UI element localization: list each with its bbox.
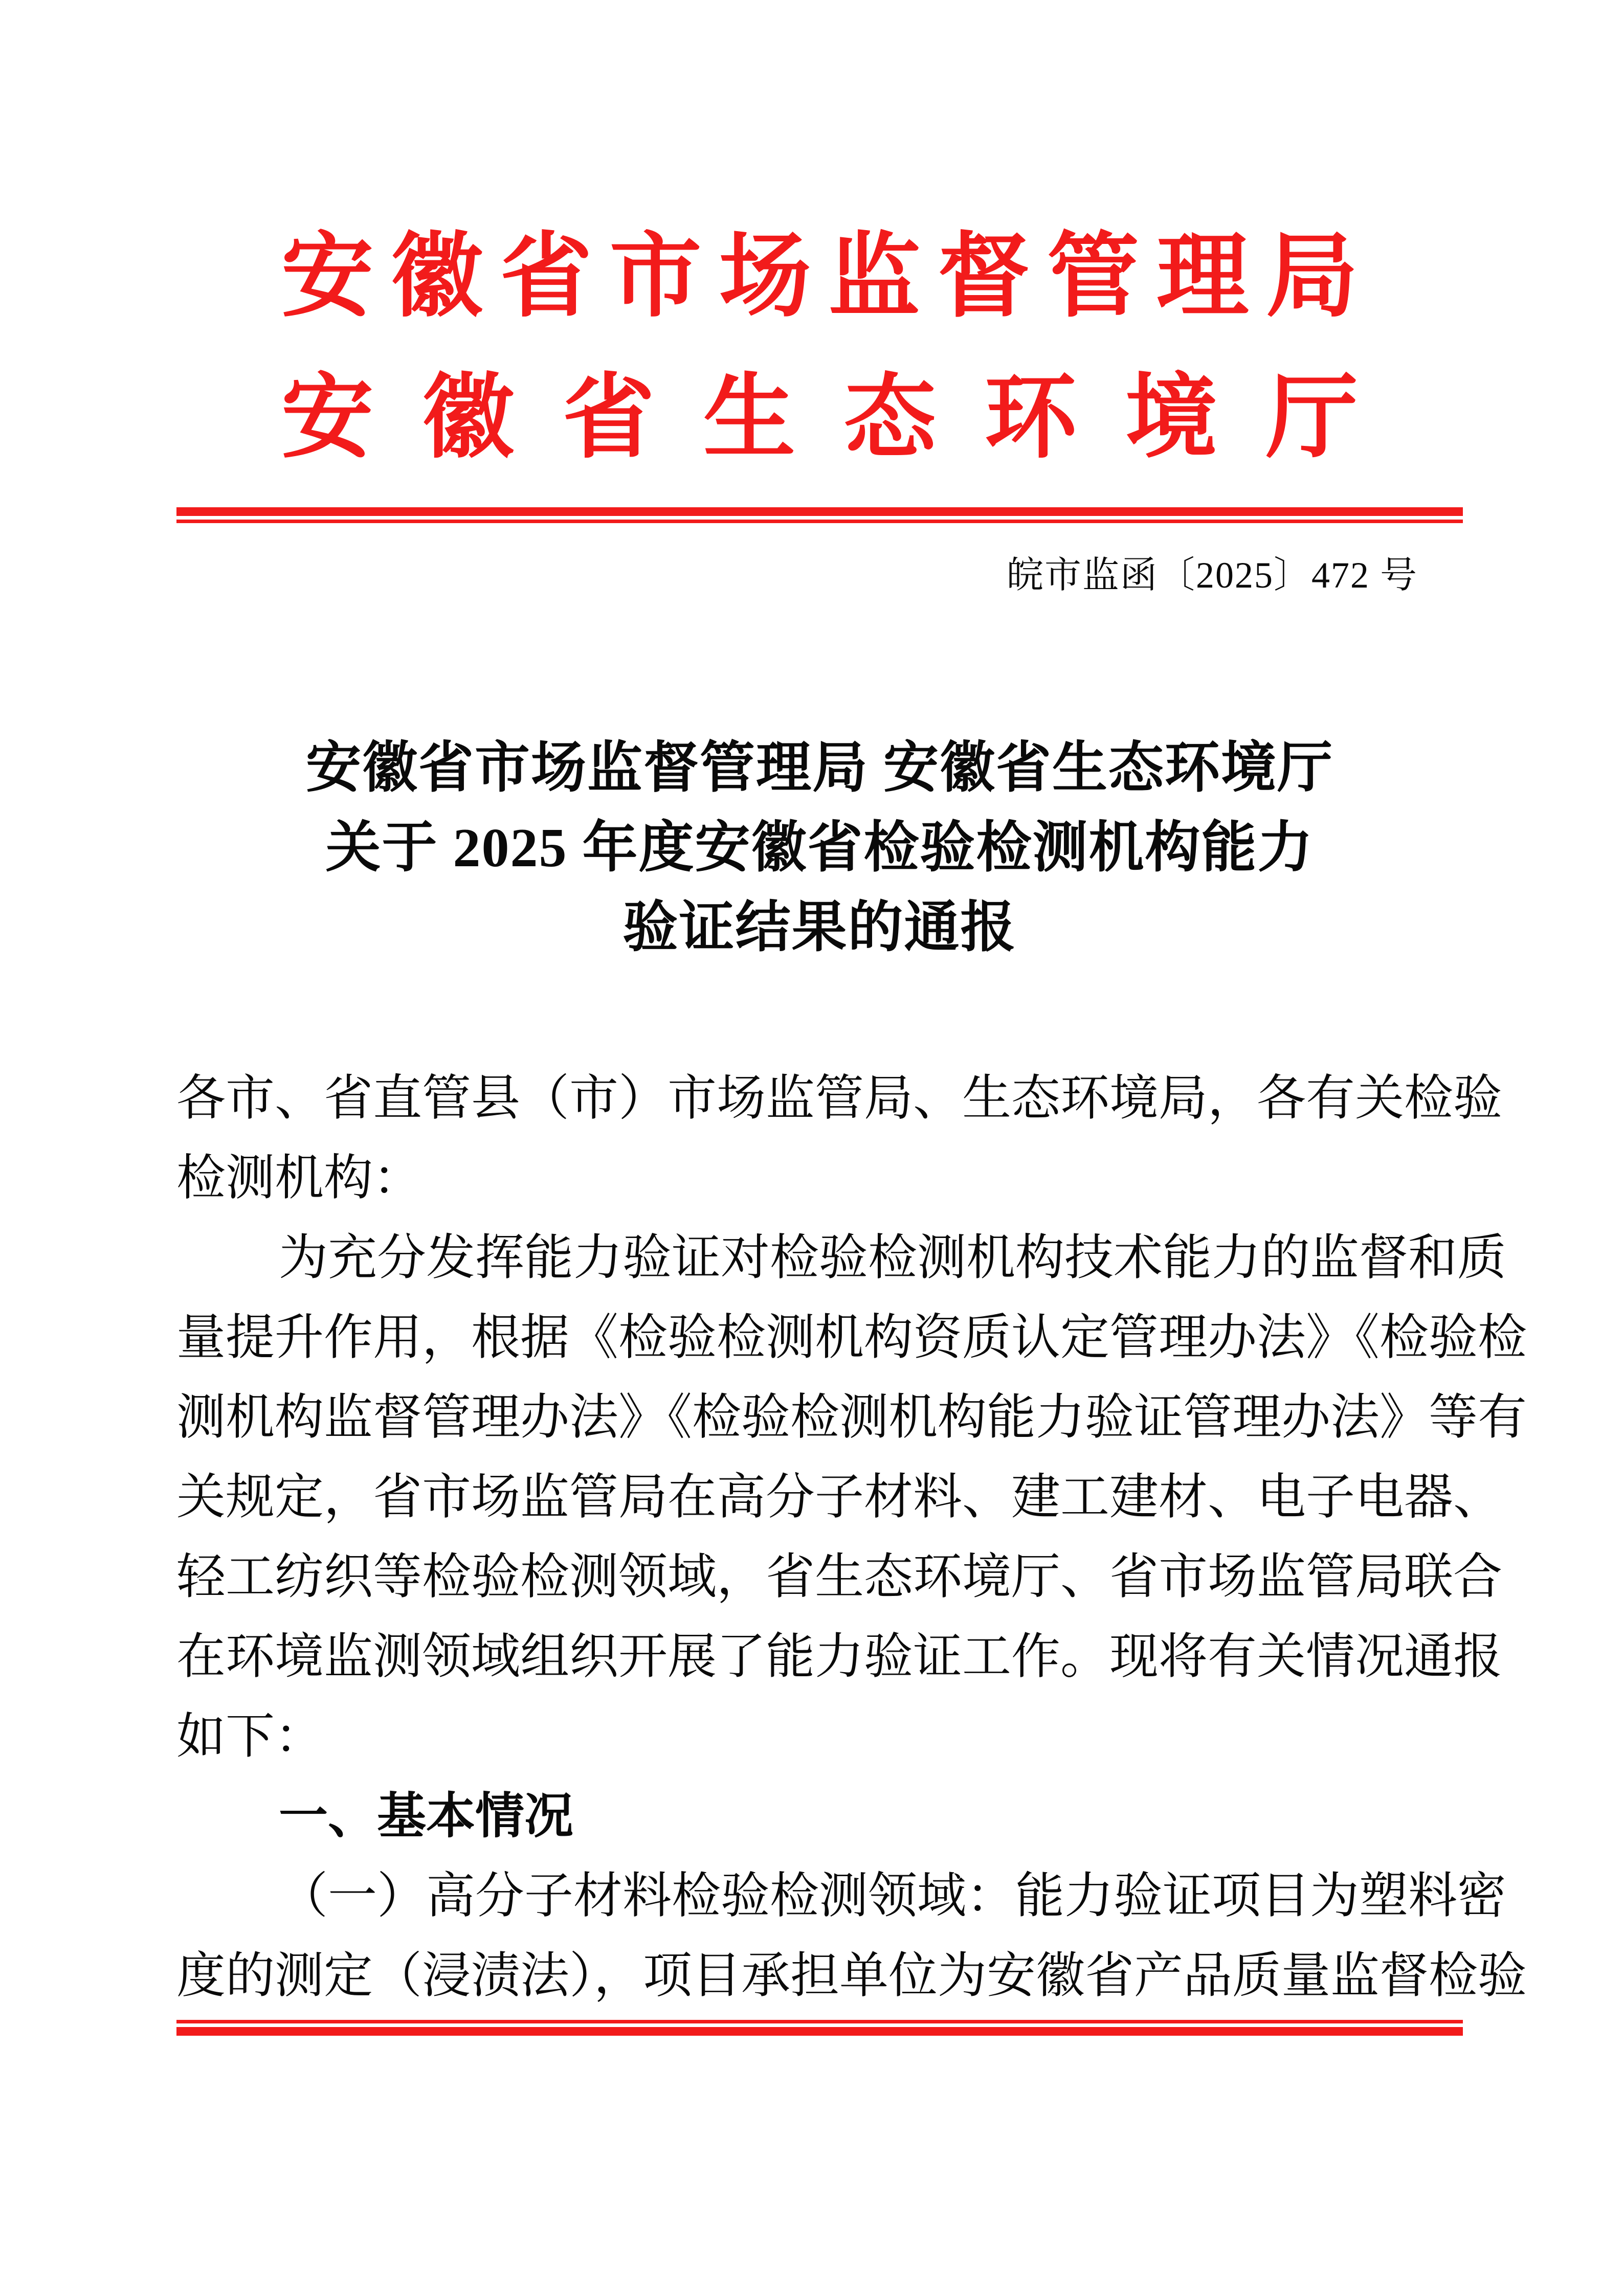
body-line: 测机构监督管理办法》《检验检测机构能力验证管理办法》等有 [176, 1390, 1527, 1445]
body-line: 检测机构： [176, 1151, 422, 1205]
body-line: 量提升作用，根据《检验检测机构资质认定管理办法》《检验检 [176, 1310, 1527, 1365]
header-rule-thin [176, 520, 1463, 523]
title-line-1: 安徽省市场监督管理局 安徽省生态环境厅 [305, 738, 1333, 799]
header-rule [176, 507, 1463, 523]
document-content [176, 0, 1527, 2036]
body-section-heading: 一、基本情况 [279, 1789, 573, 1843]
body-line: 度的测定（浸渍法），项目承担单位为安徽省产品质量监督检验 [176, 1948, 1527, 2003]
header-rule-thick [176, 507, 1463, 516]
footer-rule [176, 2020, 1463, 2036]
doc-number: 皖市监函〔2025〕472 号 [1006, 555, 1418, 596]
body-line: 关规定，省市场监管局在高分子材料、建工建材、电子电器、 [176, 1470, 1502, 1524]
body-line: 如下： [176, 1709, 324, 1764]
letterhead [281, 226, 1358, 469]
footer-rule-thin [176, 2020, 1463, 2023]
body-line: 轻工纺织等检验检测领域，省生态环境厅、省市场监管局联合 [176, 1549, 1502, 1604]
header-rule-gap [176, 516, 1463, 520]
footer-rule-gap [176, 2023, 1463, 2027]
body-line: （一）高分子材料检验检测领域：能力验证项目为塑料密 [279, 1869, 1506, 1923]
letterhead-line-2: 安徽省生态环境厅 [281, 367, 1358, 469]
body-line: 在环境监测领域组织开展了能力验证工作。现将有关情况通报 [176, 1629, 1502, 1684]
document-body [176, 1059, 1527, 2016]
title-line-2: 关于 2025 年度安徽省检验检测机构能力 [325, 818, 1314, 879]
footer-rule-thick [176, 2027, 1463, 2036]
document-title [176, 729, 1463, 968]
body-line: 为充分发挥能力验证对检验检测机构技术能力的监督和质 [279, 1230, 1506, 1285]
body-line: 各市、省直管县（市）市场监管局、生态环境局，各有关检验 [176, 1071, 1502, 1126]
title-line-3: 验证结果的通报 [622, 897, 1017, 958]
letterhead-line-1: 安徽省市场监督管理局 [281, 226, 1358, 328]
